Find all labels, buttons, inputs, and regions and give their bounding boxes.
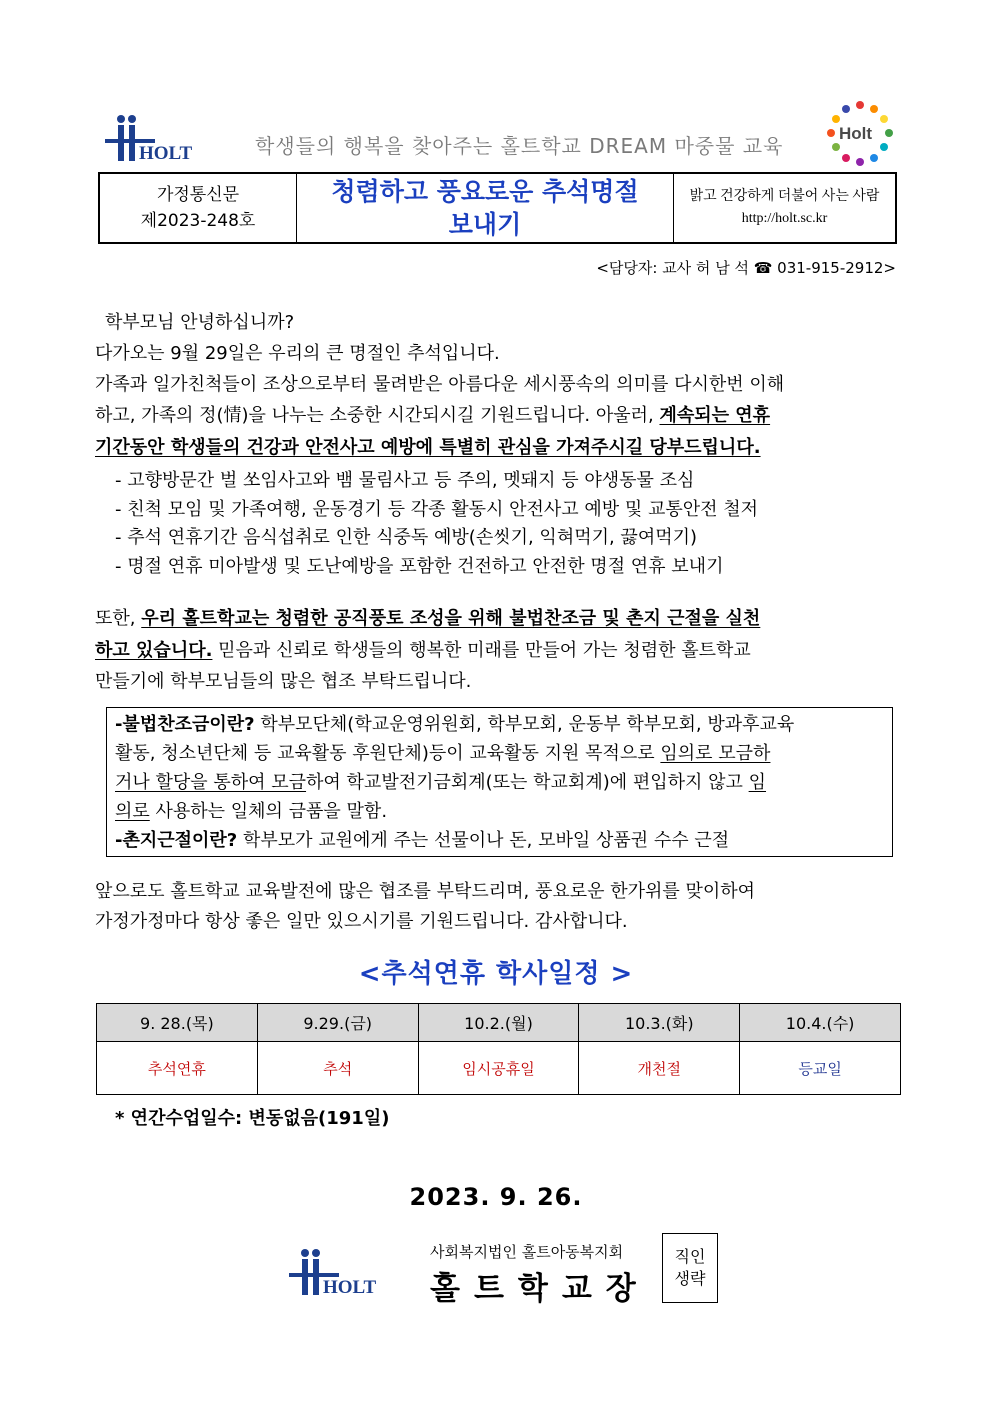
paragraph-3-line2: [95, 635, 751, 666]
holt-logo: [103, 113, 203, 165]
schedule-event: 추석연휴: [97, 1042, 258, 1095]
schedule-date: 10.4.(수): [740, 1004, 901, 1042]
paragraph-3-emphasis: 우리 홀트학교는 청렴한 공직풍토 조성을 위해 불법찬조금 및 촌지 근절을 실천: [141, 608, 761, 629]
logo-text: HOLT: [139, 143, 193, 164]
paragraph-2-line3: 기간동안 학생들의 건강과 안전사고 예방에 특별히 관심을 가져주시길 당부드립니다.: [95, 437, 761, 458]
schedule-event: 개천절: [579, 1042, 740, 1095]
definition-text: 하여 학교발전기금회계(또는 학교회계)에 편입하지 않고: [306, 772, 749, 793]
issue-date: 2023. 9. 26.: [409, 1183, 583, 1211]
schedule-event-row: [97, 1042, 901, 1095]
title-cell: [297, 174, 674, 242]
paragraph-2-line1: 가족과 일가친척들이 조상으로부터 물려받은 아름다운 세시풍속의 의미를 다시한번 이해: [95, 374, 785, 395]
seal-text-2: 생략: [674, 1269, 706, 1288]
paragraph-3-text-2: 믿음과 신뢰로 학생들의 행복한 미래를 만들어 가는 청렴한 홀트학교: [212, 640, 751, 661]
school-slogan: 학생들의 행복을 찾아주는 홀트학교 DREAM 마중물 교육: [255, 134, 784, 158]
footer-logo-text: HOLT: [323, 1277, 377, 1298]
definition-text: 학부모단체(학교운영위원회, 학부모회, 운동부 학부모회, 방과후교육: [254, 714, 795, 735]
definition-term-2: -촌지근절이란?: [115, 830, 238, 851]
seal-text-1: 직인: [674, 1247, 706, 1266]
definition-line-4: [115, 797, 884, 826]
schedule-event: 추석: [257, 1042, 418, 1095]
doc-number: 제2023-248호: [140, 211, 256, 231]
schedule-table: [96, 1003, 901, 1095]
schedule-header-row: [97, 1004, 901, 1042]
schedule-date: 10.2.(월): [418, 1004, 579, 1042]
official-seal-box: [662, 1233, 718, 1303]
schedule-date: 9.29.(금): [257, 1004, 418, 1042]
definition-text: 학부모가 교원에게 주는 선물이나 돈, 모바일 상품권 수수 근절: [237, 830, 730, 851]
closing-line-2: 가정가정마다 항상 좋은 일만 있으시기를 기원드립니다. 감사합니다.: [95, 911, 628, 932]
safety-item-1: - 고향방문간 벌 쏘임사고와 뱀 물림사고 등 주의, 멧돼지 등 야생동물 조심: [115, 470, 695, 491]
definition-line-5: [115, 826, 884, 855]
definition-text: 사용하는 일체의 금품을 말함.: [149, 801, 388, 822]
schedule-event: 임시공휴일: [418, 1042, 579, 1095]
motto-cell: [674, 174, 895, 242]
safety-item-2: - 친척 모임 및 가족여행, 운동경기 등 각종 활동시 안전사고 예방 및 교통안전 철저: [115, 499, 759, 520]
definition-text: 활동, 청소년단체 등 교육활동 후원단체)등이 교육활동 지원 목적으로: [115, 743, 661, 764]
schedule-date: 9. 28.(목): [97, 1004, 258, 1042]
schedule-event: 등교일: [740, 1042, 901, 1095]
organization-name: 사회복지법인 홀트아동복지회: [430, 1243, 624, 1261]
holt-badge-logo: [826, 100, 894, 168]
definition-line-1: [115, 710, 884, 739]
school-days-note: * 연간수업일수: 변동없음(191일): [115, 1108, 390, 1129]
paragraph-2-emphasis: 계속되는 연휴: [659, 405, 771, 426]
definition-underline: 거나 할당을 통하여 모금: [115, 772, 307, 793]
paragraph-3-emphasis-2: 하고 있습니다.: [95, 640, 213, 661]
safety-item-3: - 추석 연휴기간 음식섭취로 인한 식중독 예방(손씻기, 익혀먹기, 끓여먹기): [115, 527, 698, 548]
schedule-title: <추석연휴 학사일정 >: [358, 959, 634, 989]
definition-underline: 의로: [115, 801, 150, 822]
definition-underline: 임의로 모금하: [660, 743, 771, 764]
paragraph-2-line2: [95, 400, 770, 431]
doc-type: 가정통신문: [156, 185, 240, 205]
paragraph-3-text: 또한,: [95, 608, 142, 629]
page-title-line1: 청렴하고 풍요로운 추석명절: [331, 177, 639, 206]
school-url[interactable]: http://holt.sc.kr: [741, 211, 828, 226]
definition-term-1: -불법찬조금이란?: [115, 714, 255, 735]
header-table: [98, 172, 897, 244]
paragraph-1: 다가오는 9월 29일은 우리의 큰 명절인 추석입니다.: [95, 343, 500, 364]
closing-line-1: 앞으로도 홀트학교 교육발전에 많은 협조를 부탁드리며, 풍요로운 한가위를 맞이하여: [95, 881, 756, 902]
doc-info-cell: [100, 174, 297, 242]
schedule-date: 10.3.(화): [579, 1004, 740, 1042]
badge-text: Holt: [839, 124, 873, 143]
safety-item-4: - 명절 연휴 미아발생 및 도난예방을 포함한 건전하고 안전한 명절 연휴 보내기: [115, 556, 724, 577]
definition-box: [106, 707, 893, 857]
definition-line-2: [115, 739, 884, 768]
paragraph-2-text: 하고, 가족의 정(情)을 나누는 소중한 시간되시길 기원드립니다. 아울러,: [95, 405, 660, 426]
paragraph-3-line1: [95, 603, 760, 634]
definition-underline: 임: [748, 772, 767, 793]
contact-info: <담당자: 교사 허 남 석 ☎ 031-915-2912>: [596, 259, 896, 277]
definition-line-3: [115, 768, 884, 797]
footer-holt-logo: [287, 1247, 387, 1299]
page-title-line2: 보내기: [448, 210, 522, 239]
school-motto: 밝고 건강하게 더불어 사는 사람: [689, 189, 880, 204]
paragraph-3-line3: 만들기에 학부모님들의 많은 협조 부탁드립니다.: [95, 671, 472, 692]
principal-signature: 홀트학교장: [430, 1271, 650, 1307]
greeting: 학부모님 안녕하십니까?: [105, 312, 295, 333]
